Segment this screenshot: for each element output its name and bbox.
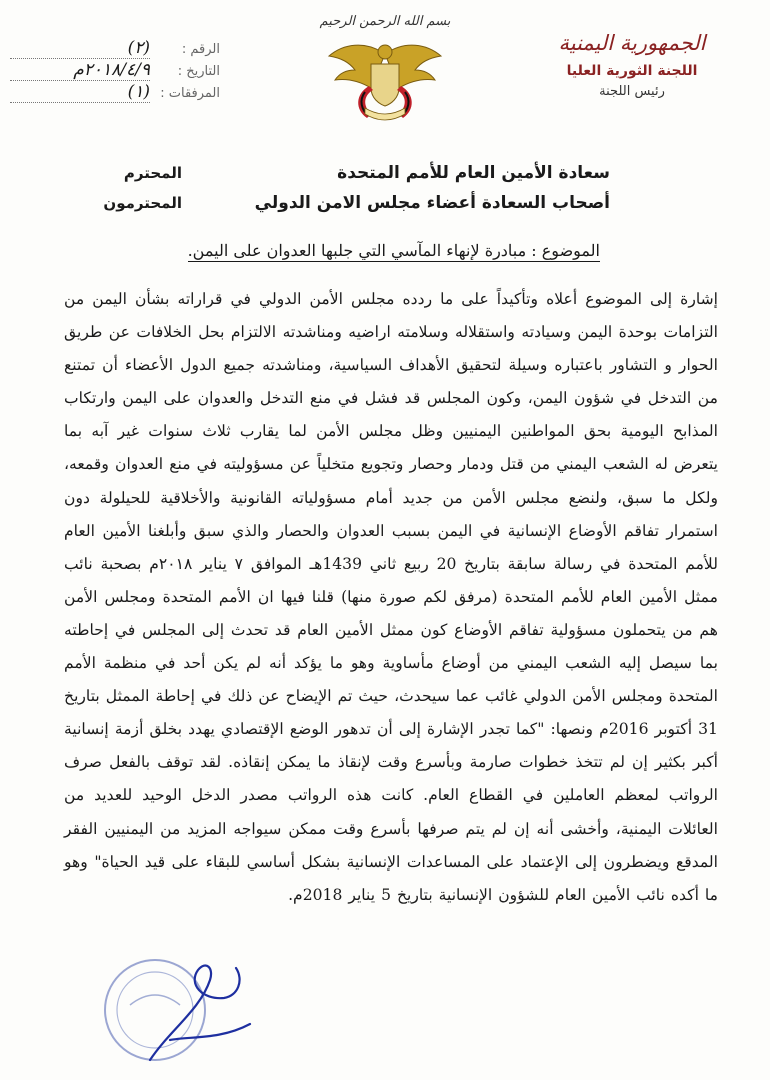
addressee-line-1: سعادة الأمين العام للأمم المتحدة (337, 163, 610, 183)
honorifics (102, 158, 182, 218)
attachments-label: المرفقات : (160, 86, 220, 101)
letter-body: إشارة إلى الموضوع أعلاه وتأكيداً على ما ردده مجلس الأمن الدولي في قراراته بشأن اليمن من التزامات بوحدة اليمن وسيادته واستقلاله وسلامته اراضيه ومناشدته الالتزام بحل الخلافات عن طريق الحوار و التشاور باعتباره وسيلة لتحقيق الأهداف السياسية، ومناشدته جميع الدول الأعضاء أن تمتنع من التدخل في شؤون اليمن، وكون المجلس قد فشل في منع التدخل والعدوان على اليمن وارتكاب المذابح اليومية بحق المواطنين اليمنيين وظل مجلس الأمن لما يقارب ثلاث سنوات غير آبه بما يتعرض له الشعب اليمني من قتل ودمار وحصار وتجويع متخلياً عن مسؤوليته في منع العدوان وقمعه، ولكل ما سبق، ولنضع مجلس الأمن من جديد أمام مسؤولياته القانونية والأخلاقية للحيلولة دون استمرار تفاقم الأوضاع الإنسانية في اليمن بسبب العدوان والحصار والذي سبق وأبلغنا الأمين العام للأمم المتحدة في رسالة سابقة بتاريخ 20 ربيع ثاني 1439هـ الموافق ٧ يناير ٢٠١٨م بصحبة نائب ممثل الأمين العام للأمم المتحدة (مرفق لكم صورة منها) قلنا فيها ان الأمم المتحدة ومجلس الأمن هم من يتحملون مسؤولية تفاقم الأوضاع كون ممثل الأمين العام قد تحدث إلى المجلس في إحاطته بما سيصل إليه الشعب اليمني من أوضاع مأساوية وهو ما يؤكد أنه لم يكن أحد في منظمة الأمم المتحدة ومجلس الأمن الدولي غائب عما سيحدث، حيث تم الإيضاح عن ذلك في إحاطة الممثل بتاريخ 31 أكتوبر 2016م ونصها: "كما تجدر الإشارة إلى أن تدهور الوضع الإقتصادي يهدد بخلق أزمة إنسانية أكبر بكثير إن لم تتخذ خطوات صارمة وبأسرع وقت لإنقاذ ما يمكن إنقاذه. لقد توقف بالفعل صرف الرواتب لمعظم العاملين في القطاع العام. كانت هذه الرواتب مصدر الدخل الوحيد للعديد من العائلات اليمنية، وأخشى أنه إن لم يتم صرفها بأسرع وقت ممكن سيواجه المزيد من اليمنيين الفقر المدقع ويضطرون إلى الإعتماد على المساعدات الإنسانية بشكل أساسي للبقاء على قيد الحياة" وهو ما أكده نائب الأمين العام للشؤون الإنسانية بتاريخ 5 يناير 2018م. (64, 290, 718, 904)
subject-line (170, 238, 600, 264)
ref-row (10, 40, 220, 62)
ref-value: (٢) (10, 38, 150, 59)
attachments-value: (١) (10, 82, 150, 103)
subject-text: الموضوع : مبادرة لإنهاء المآسي التي جلبها العدوان على اليمن. (187, 241, 600, 260)
country-name: الجمهورية اليمنية (558, 31, 706, 55)
letterhead-right (542, 30, 722, 102)
honorific-1: المحترم (123, 164, 182, 182)
ref-label: الرقم : (181, 42, 220, 57)
reference-block (10, 40, 220, 106)
honorific-2: المحترمون (103, 194, 182, 212)
addressee-block (150, 158, 610, 218)
date-label: التاريخ : (177, 64, 220, 79)
chairman-title: رئيس اللجنة (599, 84, 665, 99)
date-value: ٢٠١٨/٤/٩م (10, 60, 150, 81)
date-row (10, 62, 220, 84)
basmala: بسم الله الرحمن الرحيم (319, 14, 451, 29)
committee-name: اللجنة الثورية العليا (566, 63, 698, 79)
attachments-row (10, 84, 220, 106)
national-emblem (305, 14, 465, 124)
eagle-emblem-icon (325, 36, 445, 126)
signature-icon (140, 940, 260, 1070)
addressee-line-2: أصحاب السعادة أعضاء مجلس الامن الدولي (254, 193, 610, 213)
